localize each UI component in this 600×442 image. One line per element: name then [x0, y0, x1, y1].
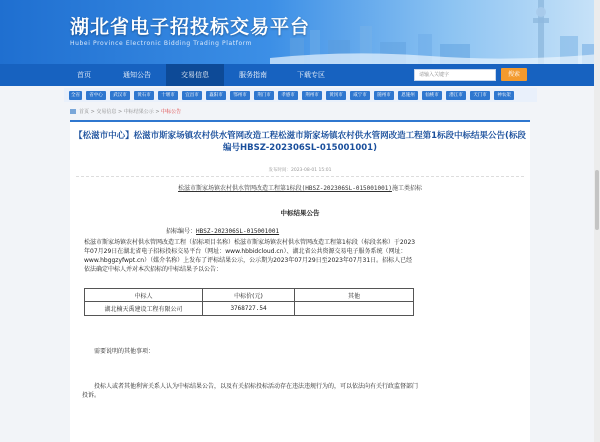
city-skyline-illustration: [270, 0, 600, 64]
nav-home[interactable]: 首页: [77, 71, 91, 79]
region-filter-bar: [64, 88, 537, 102]
breadcrumb-current: 中标公告: [161, 109, 182, 115]
winner-price: 3768727.54: [203, 302, 295, 316]
breadcrumb-trade-info[interactable]: 交易信息: [96, 109, 117, 115]
notice-heading: 需要说明的其他事项：: [94, 348, 155, 355]
region-tab-xianning[interactable]: 咸宁市: [350, 91, 370, 100]
region-tab-huanggang[interactable]: 黄冈市: [326, 91, 346, 100]
nav-downloads[interactable]: 下载专区: [297, 71, 325, 79]
section-title-suffix: 施工类招标: [391, 185, 422, 192]
region-tab-province-center[interactable]: 省中心: [86, 91, 106, 100]
scrollbar-thumb[interactable]: [595, 170, 599, 230]
result-heading: 中标结果公告: [280, 209, 320, 217]
title-divider: [76, 176, 524, 177]
region-tab-suizhou[interactable]: 随州市: [374, 91, 394, 100]
region-tab-tianmen[interactable]: 天门市: [470, 91, 490, 100]
region-tab-enshi[interactable]: 恩施州: [398, 91, 418, 100]
winner-table: [84, 288, 414, 316]
nav-service-guide[interactable]: 服务指南: [239, 71, 267, 79]
region-tab-huangshi[interactable]: 黄石市: [134, 91, 154, 100]
breadcrumb: 首页 > 交易信息 > 中标结果公示 > 中标公告: [70, 108, 181, 115]
winner-other: [295, 302, 414, 316]
site-subtitle: Hubei Province Electronic Bidding Trading Platform: [70, 40, 253, 47]
page-scrollbar[interactable]: [594, 0, 600, 442]
region-tab-shiyan[interactable]: 十堰市: [158, 91, 178, 100]
bid-code-value: HBSZ-202306SL-015001001: [196, 228, 280, 235]
section-title: [70, 184, 530, 193]
nav-trade-info[interactable]: 交易信息: [166, 64, 224, 86]
search-input[interactable]: 请输入关键字: [414, 69, 496, 81]
article-title: 【松滋市中心】松滋市斯家场镇农村供水管网改造工程松滋市斯家场镇农村供水管网改造工程第1标段中标结果公告(标段编号HBSZ-202306SL-015001001): [74, 131, 526, 153]
home-icon: [70, 109, 76, 114]
table-row: [85, 302, 414, 316]
breadcrumb-home[interactable]: 首页: [79, 109, 90, 115]
region-tab-jingmen[interactable]: 荆门市: [254, 91, 274, 100]
table-header-winner: 中标人: [85, 289, 203, 302]
region-tab-wuhan[interactable]: 武汉市: [110, 91, 130, 100]
site-title: 湖北省电子招投标交易平台: [70, 16, 311, 38]
section-title-link: 松滋市斯家场镇农村供水管网改造工程第1标段(HBSZ-202306SL-015001001): [178, 185, 392, 192]
header-banner: [0, 0, 600, 64]
region-tab-shennongjia[interactable]: 神农架: [494, 91, 514, 100]
breadcrumb-result-publicity[interactable]: 中标结果公示: [123, 109, 154, 115]
region-tab-all[interactable]: 全省: [71, 93, 80, 98]
table-header-price: 中标价(元): [203, 289, 295, 302]
table-header-row: [85, 289, 414, 302]
nav-notices[interactable]: 通知公告: [123, 71, 151, 79]
winner-name: 湖北楠天禹建设工程有限公司: [85, 302, 203, 316]
notice-body: 投标人或者其他利害关系人认为中标结果公告，以及有关招标投标活动存在违法违规行为的，可以依法向有关行政监督部门投诉。: [82, 383, 419, 399]
announcement-body: 松滋市斯家场镇农村供水管网改造工程（招标项目名称）松滋市斯家场镇农村供水管网改造工程第1标段（标段名称）于2023年07月29日在湖北省电子招标投标交易平台（网址：www.hbbidcloud.cn）、湖北省公共资源交易电子服务系统（网址：www.hbggzyfwpt.cn）（媒介名称）上发布了评标结果公示，公示期为2023年07月29日至2023年07月31日。招标人已经依法确定中标人并对本次招标的中标结果予以公告：: [84, 239, 416, 273]
region-tab-xiangyang[interactable]: 襄阳市: [206, 91, 226, 100]
region-tab-xiantao[interactable]: 仙桃市: [422, 91, 442, 100]
article-panel: [70, 120, 530, 442]
region-tab-yichang[interactable]: 宜昌市: [182, 91, 202, 100]
bid-code-label: 招标编号：: [166, 228, 197, 235]
bid-code-line: [166, 226, 279, 235]
publish-time: 发布时间：2023-08-01 15:01: [268, 168, 332, 173]
table-header-other: 其他: [295, 289, 414, 302]
region-tab-ezhou[interactable]: 鄂州市: [230, 91, 250, 100]
region-tab-jingzhou[interactable]: 荆州市: [302, 91, 322, 100]
region-tab-qianjiang[interactable]: 潜江市: [446, 91, 466, 100]
search-button[interactable]: 搜索: [501, 68, 527, 81]
region-tab-xiaogan[interactable]: 孝感市: [278, 91, 298, 100]
